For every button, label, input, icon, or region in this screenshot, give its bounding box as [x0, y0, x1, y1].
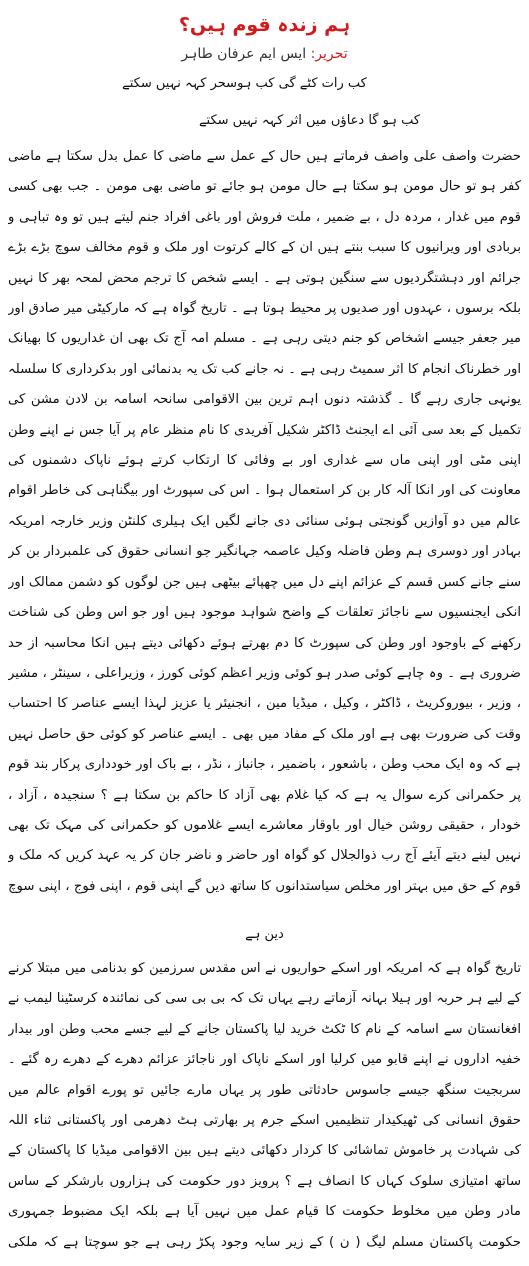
article-byline	[8, 46, 521, 62]
article-title: ہم زندہ قوم ہیں؟	[178, 14, 351, 36]
center-line: دین ہے	[245, 927, 284, 942]
author-name: ایس ایم عرفان طاہر	[181, 46, 307, 62]
verse-line-1: کب رات کٹے گی کب ہوسحر کہہ نہیں سکتے	[122, 76, 367, 91]
article-paragraph-2: تاریخ گواہ ہے کہ امریکہ اور اسکے حواریوں نے اس مقدس سرزمین کو بدنامی میں مبتلا کرنے کے لیے ہر حربہ اور ہیلا بہانہ آزماتے رہے یہاں تک کہ بی بی سی کی نمائندہ کرسٹینا لیمب نے افغانستان سے اسامہ کے نام کا ٹکٹ خرید لیا پاکستان جانے کے لیے جسے محب وطن اور بیدار خفیہ اداروں نے اپنے قابو میں کرلیا اور اسکے ناپاک اور ناجائز عزائم دھرے کے دھرے رہ گئے ۔ سربجیت سنگھ جیسے جاسوس حادثاتی طور پر یہاں مارے جائیں تو پورے اقوام عالم میں حقوق انسانی کی ٹھیکیدار تنظیمیں اسکے جرم پر بھارتی ہٹ دھرمی اور پاکستانی ثناء اللہ کی شہادت پر خاموش تماشائی کا کردار دکھائی دیتے ہیں بین الاقوامی میڈیا کا پاکستان کے ساتھ امتیازی سلوک کہاں کا انصاف ہے ؟ پرویز دور حکومت کی ہزاروں بارشکر کے ساس مادر وطن میں مخلوط حکومت کا قیام عمل میں نہیں آیا ہے بلکہ ایک مضبوط جمہوری حکومت پاکستان مسلم لیگ ( ن ) کے زیر سایہ وجود پکڑ رہی ہے جو سوچتا ہے کہ ملکی	[8, 961, 521, 1250]
author-label: تحریر:	[310, 46, 348, 62]
verse-line-2: کب ہو گا دعاؤں میں اثر کہہ نہیں سکتے	[198, 113, 421, 128]
article-paragraph-1: حضرت واصف علی واصف فرماتے ہیں حال کے عمل سے ماضی کا عمل بدل سکتا ہے ماضی کفر ہو تو حال مومن ہو سکتا ہے حال مومن ہو جائے تو ماضی بھی مومن ۔ جب بھی کسی قوم میں غدار ، مردہ دل ، بے ضمیر ، ملت فروش اور باغی افراد جنم لیتے ہیں تو وہ تباہی و بربادی اور ویرانیوں کا سبب بنتے ہیں ان کے کالے کرتوت اور ملک و قوم مخالف سوچ بڑے بڑے جرائم اور دہشتگردیوں سے سنگین ہوتی ہے ۔ ایسے شخص کا ترجم محض لمحہ بھر کا نہیں بلکہ برسوں ، عہدوں اور صدیوں پر محیط ہوتا ہے ۔ تاریخ گواہ ہے کہ مارکیٹی میر صادق اور میر جعفر جیسے اشخاص کو جنم دیتی رہی ہے ۔ مسلم امہ آج تک بھی ان غداریوں کا بھیانک اور خطرناک انجام کا اثر سمیٹ رہی ہے ۔ نہ جانے کب تک یہ بدنمائی اور بدکرداری کا سلسلہ یونہی جاری رہے گا ۔ گذشتہ دنوں اہم ترین بین الاقوامی سانحہ اسامہ بن لادن مشن کی تکمیل کے بعد سی آئی اے ایجنٹ ڈاکٹر شکیل آفریدی کا نام منظر عام پر آیا جس نے اپنے وطن اپنی مٹی اور اپنی ماں سے غداری اور بے وفائی کا ارتکاب کرتے ہوئے ناپاک دشمنوں کی معاونت کی اور انکا آلہ کار بن کر استعمال ہوا ۔ اس کی سپورٹ اور بیگناہی کی خاطر اقوام عالم میں دو آوازیں گونجتی ہوئی سنائی دی جانے لگیں ایک ہیلری کلنٹن وزیر خارجہ امریکہ بہادر اور دوسری ہم وطن فاضلہ وکیل عاصمہ جہانگیر جو انسانی حقوق کی علمبردار بن کر سنے جانے کسں قسم کے عزائم اپنے دل میں چھپائے بیٹھی ہیں جن لوگوں کو دشمن ممالک اور انکی ایجنسیوں سے ناجائز تعلقات کے واضح شواہد موجود ہیں اور جو اس وطن کی شناخت رکھنے کے باوجود اور وطن کی سپورٹ کا دم بھرتے ہوئے دکھائی دیتے ہیں انکا محاسبہ از حد ضروری ہے ۔ وہ چاہے کوئی صدر ہو کوئی وزیر اعظم کوئی کورز ، وزیراعلی ، سینٹر ، مشیر ، وزیر ، بیوروکریٹ ، ڈاکٹر ، وکیل ، میڈیا مین ، انجنیئر یا عزیز لہذا ایسے عناصر کا احتساب وقت کی ضرورت بھی ہے اور ملک کے مفاد میں بھی ۔ ایسے عناصر کو کوئی حق حاصل نہیں ہے کہ وہ ایک محب وطن ، باشعور ، باضمیر ، جانباز ، نڈر ، بے باک اور خودداری پرکار بند قوم پر حکمرانی کرے سوال یہ ہے کہ کیا غلام بھی آزاد کا حاکم بن سکتا ہے ؟ سنجیدہ ، آزاد ، خودار ، حقیقی روشن خیال اور باوقار معاشرے ایسے غلاموں کو حکمرانی کی مہک تک بھی نہیں لینے دیتے آیئے آج رب ذوالجلال کو گواہ اور حاضر و ناضر جان کر یہ عہد کریں کہ ملک و قوم کے حق میں بہتر اور مخلص سیاستدانوں کا ساتھ دیں گے اپنی قوم ، اپنی فوج ، اپنی سوچ	[8, 149, 521, 894]
